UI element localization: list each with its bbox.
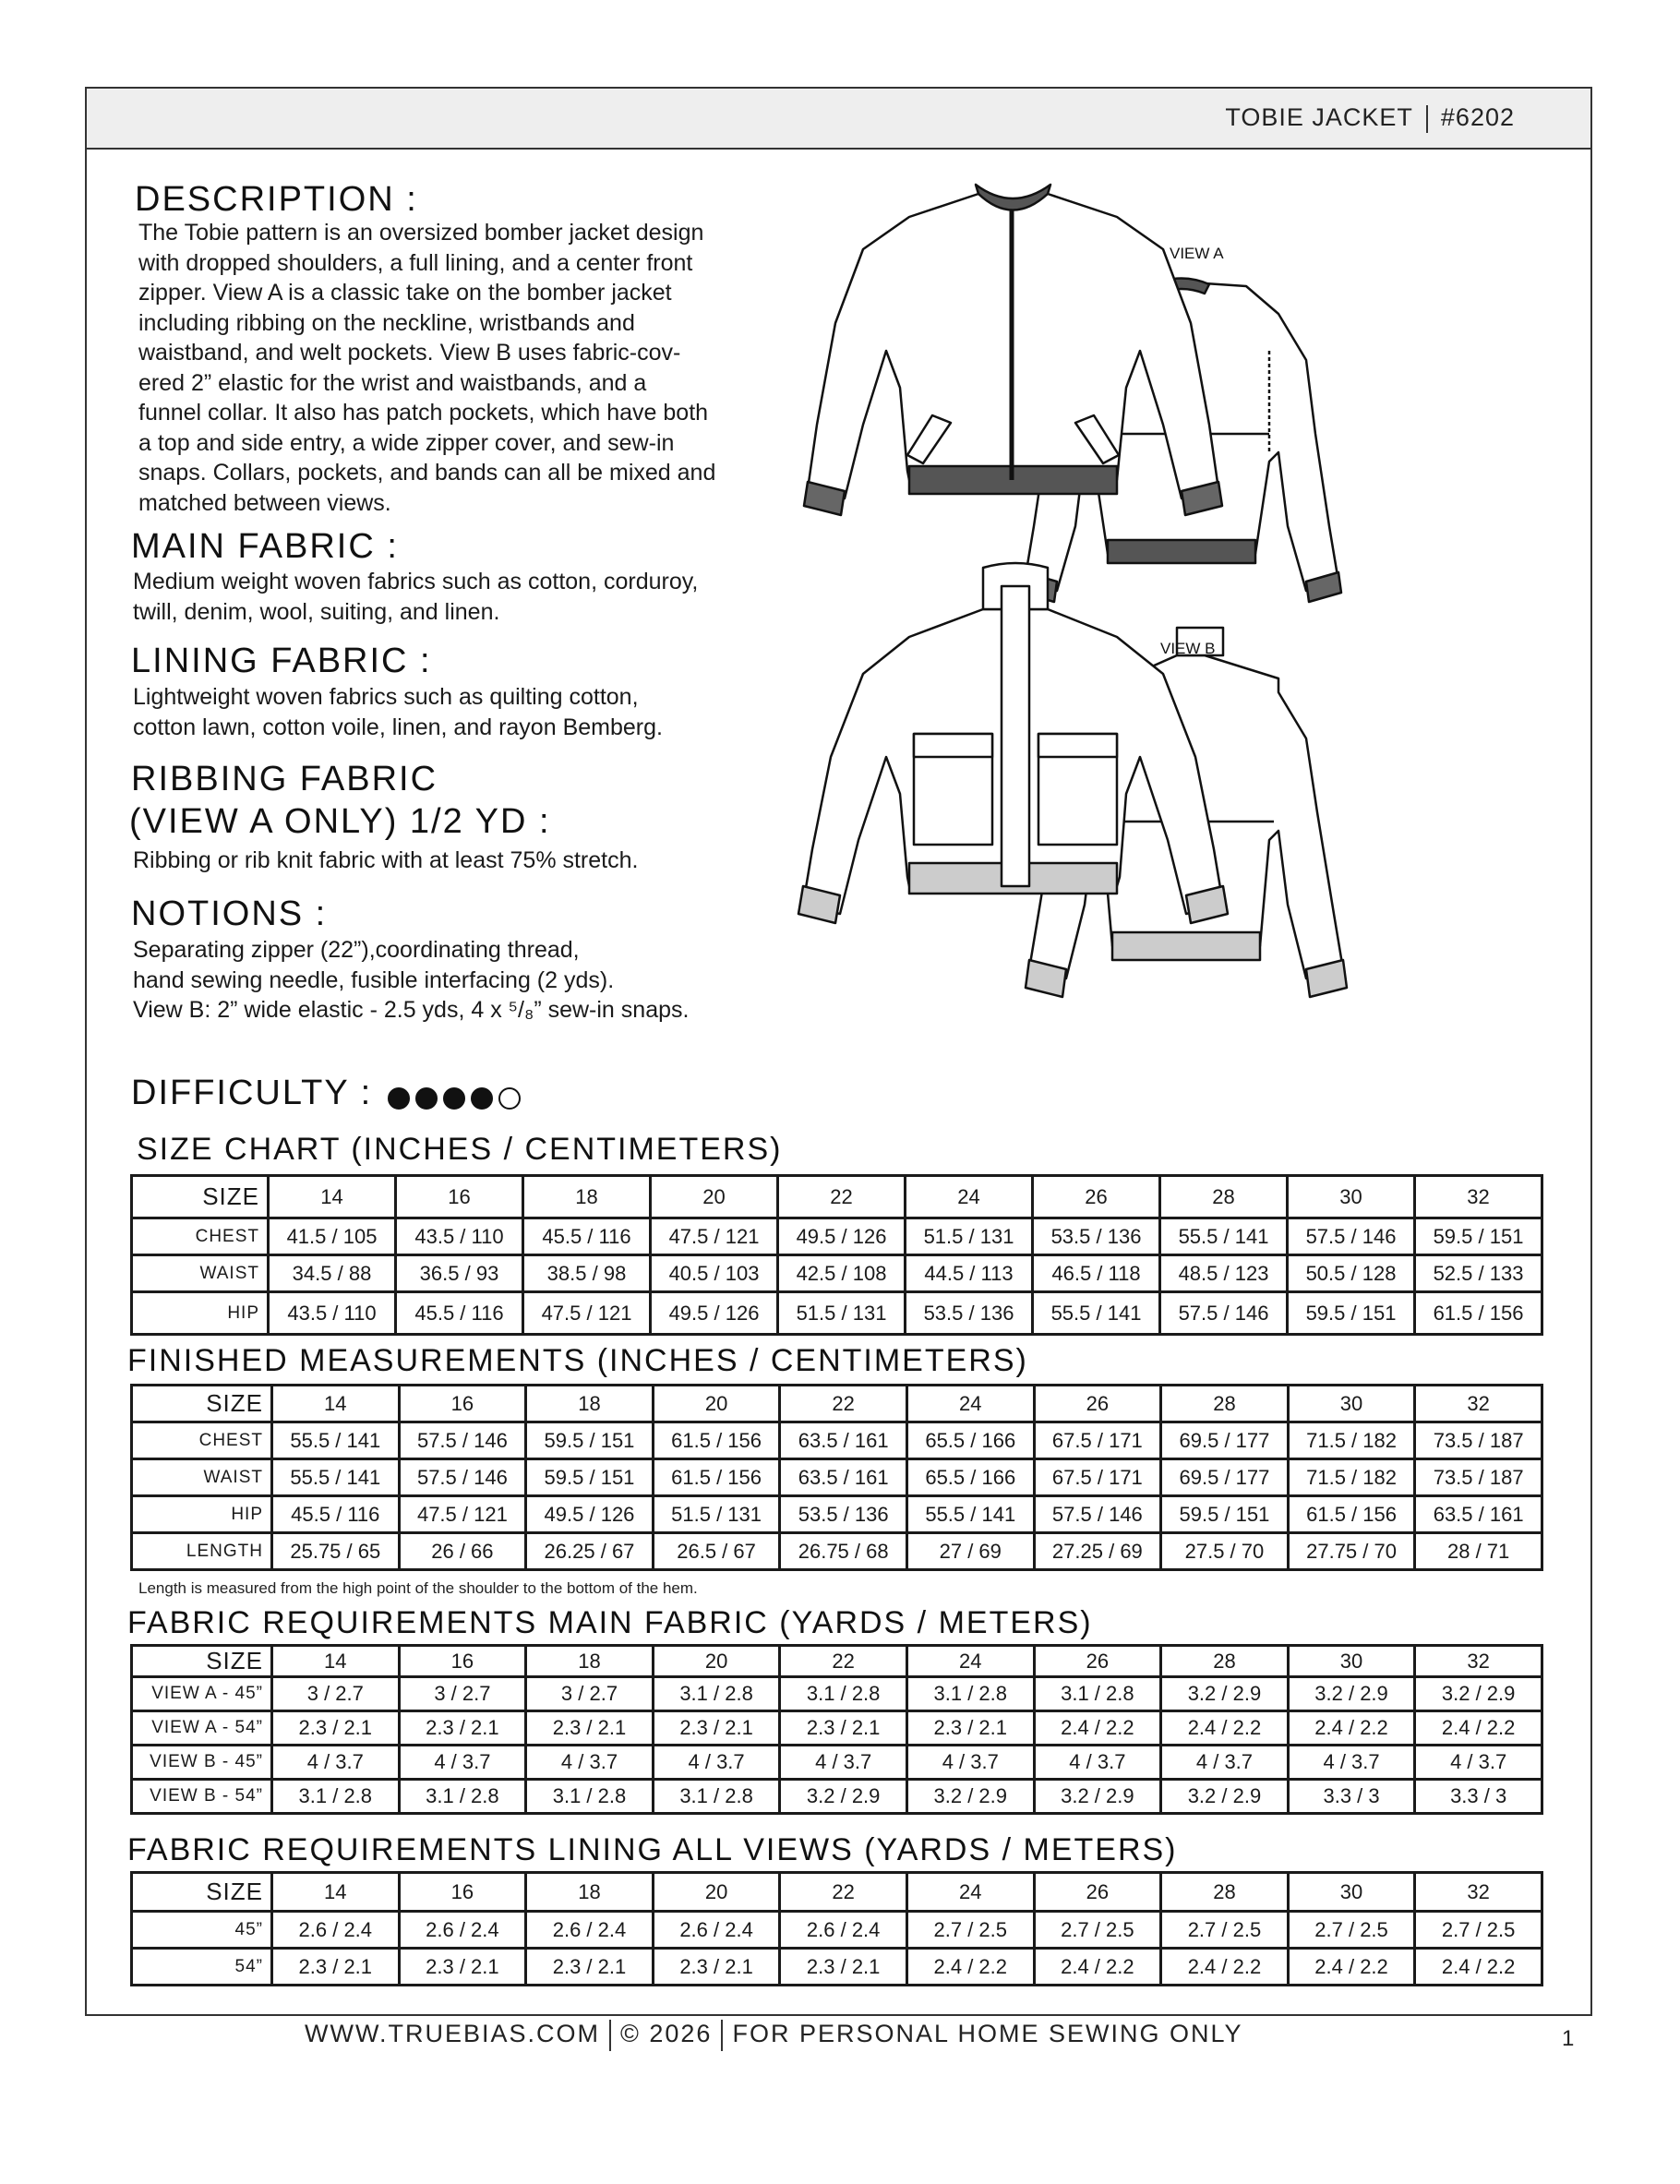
table-cell: 73.5 / 187: [1415, 1422, 1542, 1459]
table-cell: 2.3 / 2.1: [272, 1949, 400, 1986]
table-cell: 61.5 / 156: [653, 1422, 780, 1459]
size-header-cell: 22: [780, 1873, 907, 1912]
table-cell: 3.1 / 2.8: [526, 1780, 654, 1814]
table-row: [132, 1746, 1542, 1780]
table-row: [132, 1711, 1542, 1746]
main-fabric-line: Medium weight woven fabrics such as cotton, corduroy,: [133, 569, 699, 594]
description-line: a top and side entry, a wide zipper cover, and sew-in: [138, 429, 675, 456]
table-header-row: [132, 1386, 1542, 1422]
table-cell: 59.5 / 151: [1288, 1292, 1415, 1335]
difficulty-dot-filled: [415, 1087, 438, 1110]
size-header-cell: 16: [399, 1386, 526, 1422]
table-cell: 3.2 / 2.9: [1415, 1677, 1542, 1711]
size-header-cell: 14: [272, 1873, 400, 1912]
table-cell: 65.5 / 166: [906, 1422, 1034, 1459]
size-header-label: SIZE: [132, 1873, 272, 1912]
difficulty-label: DIFFICULTY :: [131, 1074, 373, 1112]
table-cell: 25.75 / 65: [272, 1533, 400, 1570]
size-header-cell: 28: [1161, 1873, 1289, 1912]
difficulty-dot-filled: [388, 1087, 410, 1110]
table-cell: 53.5 / 136: [1033, 1218, 1160, 1255]
fabric-main-table: [130, 1644, 1543, 1815]
size-header-cell: 26: [1034, 1646, 1161, 1677]
size-header-cell: 22: [780, 1646, 907, 1677]
table-cell: 63.5 / 161: [1415, 1496, 1542, 1533]
size-header-cell: 24: [906, 1873, 1034, 1912]
row-label: HIP: [132, 1496, 272, 1533]
table-cell: 49.5 / 126: [526, 1496, 654, 1533]
table-cell: 65.5 / 166: [906, 1459, 1034, 1496]
table-cell: 52.5 / 133: [1415, 1255, 1542, 1292]
size-header-cell: 22: [780, 1386, 907, 1422]
table-cell: 55.5 / 141: [272, 1459, 400, 1496]
table-cell: 27.25 / 69: [1034, 1533, 1161, 1570]
table-cell: 43.5 / 110: [396, 1218, 523, 1255]
table-cell: 3 / 2.7: [526, 1677, 654, 1711]
table-cell: 53.5 / 136: [780, 1496, 907, 1533]
size-header-cell: 24: [906, 1176, 1033, 1218]
size-header-cell: 18: [523, 1176, 651, 1218]
size-header-cell: 32: [1415, 1646, 1542, 1677]
description-line: ered 2” elastic for the wrist and waistbands, and a: [138, 369, 647, 396]
table-cell: 57.5 / 146: [1288, 1218, 1415, 1255]
difficulty-dot-filled: [471, 1087, 493, 1110]
table-cell: 57.5 / 146: [1034, 1496, 1161, 1533]
table-cell: 42.5 / 108: [778, 1255, 906, 1292]
difficulty-rating: [388, 1087, 521, 1110]
table-header-row: [132, 1176, 1542, 1218]
table-cell: 2.7 / 2.5: [1415, 1912, 1542, 1949]
table-cell: 4 / 3.7: [1288, 1746, 1415, 1780]
table-cell: 2.4 / 2.2: [1161, 1949, 1289, 1986]
table-cell: 28 / 71: [1415, 1533, 1542, 1570]
table-cell: 71.5 / 182: [1288, 1459, 1415, 1496]
table-cell: 3 / 2.7: [272, 1677, 400, 1711]
table-cell: 71.5 / 182: [1288, 1422, 1415, 1459]
footer: [305, 2020, 1243, 2051]
row-label: VIEW B - 45”: [132, 1746, 272, 1780]
table-cell: 2.7 / 2.5: [1288, 1912, 1415, 1949]
table-cell: 3.1 / 2.8: [780, 1677, 907, 1711]
table-row: [132, 1912, 1542, 1949]
size-header-cell: 18: [526, 1386, 654, 1422]
table-cell: 73.5 / 187: [1415, 1459, 1542, 1496]
table-cell: 3.1 / 2.8: [653, 1677, 780, 1711]
size-header-cell: 18: [526, 1646, 654, 1677]
table-cell: 4 / 3.7: [1034, 1746, 1161, 1780]
table-row: [132, 1255, 1542, 1292]
lining-fabric-line: cotton lawn, cotton voile, linen, and rayon Bemberg.: [133, 714, 663, 740]
size-chart-title: SIZE CHART (INCHES / CENTIMETERS): [137, 1132, 783, 1167]
notions-text: [133, 935, 689, 1026]
size-header-cell: 32: [1415, 1873, 1542, 1912]
row-label: CHEST: [132, 1422, 272, 1459]
table-cell: 45.5 / 116: [523, 1218, 651, 1255]
table-cell: 2.6 / 2.4: [272, 1912, 400, 1949]
table-cell: 51.5 / 131: [653, 1496, 780, 1533]
table-cell: 2.6 / 2.4: [653, 1912, 780, 1949]
size-header-cell: 16: [399, 1646, 526, 1677]
table-cell: 67.5 / 171: [1034, 1422, 1161, 1459]
row-label: 54”: [132, 1949, 272, 1986]
table-cell: 2.3 / 2.1: [399, 1711, 526, 1746]
size-header-label: SIZE: [132, 1176, 269, 1218]
table-cell: 49.5 / 126: [778, 1218, 906, 1255]
main-fabric-heading: MAIN FABRIC :: [131, 527, 399, 566]
table-cell: 4 / 3.7: [399, 1746, 526, 1780]
finished-measurements-title: FINISHED MEASUREMENTS (INCHES / CENTIMETERS): [127, 1343, 1028, 1378]
table-cell: 3.1 / 2.8: [906, 1677, 1034, 1711]
footer-copyright: © 2026: [619, 2020, 713, 2048]
table-cell: 2.3 / 2.1: [526, 1949, 654, 1986]
header-bar: [87, 89, 1590, 150]
size-header-cell: 30: [1288, 1176, 1415, 1218]
footer-divider: [721, 2020, 723, 2051]
table-cell: 36.5 / 93: [396, 1255, 523, 1292]
table-cell: 2.4 / 2.2: [906, 1949, 1034, 1986]
table-cell: 61.5 / 156: [1288, 1496, 1415, 1533]
row-label: VIEW B - 54”: [132, 1780, 272, 1814]
table-cell: 2.4 / 2.2: [1034, 1949, 1161, 1986]
table-cell: 69.5 / 177: [1161, 1422, 1289, 1459]
table-header-row: [132, 1646, 1542, 1677]
size-header-cell: 26: [1034, 1873, 1161, 1912]
size-header-cell: 28: [1160, 1176, 1288, 1218]
notions-heading: NOTIONS :: [131, 894, 328, 933]
size-header-label: SIZE: [132, 1386, 272, 1422]
table-cell: 2.3 / 2.1: [272, 1711, 400, 1746]
size-header-cell: 26: [1034, 1386, 1161, 1422]
table-cell: 2.3 / 2.1: [526, 1711, 654, 1746]
row-label: 45”: [132, 1912, 272, 1949]
table-cell: 38.5 / 98: [523, 1255, 651, 1292]
table-cell: 2.3 / 2.1: [653, 1949, 780, 1986]
table-cell: 57.5 / 146: [1160, 1292, 1288, 1335]
size-chart-table: [130, 1174, 1543, 1336]
table-cell: 27.5 / 70: [1161, 1533, 1289, 1570]
view-a-label: VIEW A: [1170, 245, 1224, 262]
size-header-cell: 26: [1033, 1176, 1160, 1218]
table-cell: 47.5 / 121: [651, 1218, 778, 1255]
table-cell: 4 / 3.7: [1161, 1746, 1289, 1780]
table-cell: 3 / 2.7: [399, 1677, 526, 1711]
table-cell: 69.5 / 177: [1161, 1459, 1289, 1496]
table-cell: 3.1 / 2.8: [399, 1780, 526, 1814]
description-line: funnel collar. It also has patch pockets, which have both: [138, 400, 709, 426]
table-cell: 59.5 / 151: [526, 1459, 654, 1496]
main-fabric-line: twill, denim, wool, suiting, and linen.: [133, 598, 500, 625]
table-cell: 59.5 / 151: [1415, 1218, 1542, 1255]
table-cell: 50.5 / 128: [1288, 1255, 1415, 1292]
table-cell: 55.5 / 141: [1033, 1292, 1160, 1335]
table-cell: 2.4 / 2.2: [1161, 1711, 1289, 1746]
table-cell: 49.5 / 126: [651, 1292, 778, 1335]
fabric-lining-table: [130, 1871, 1543, 1986]
description-line: zipper. View A is a classic take on the bomber jacket: [138, 280, 672, 306]
notions-line: Separating zipper (22”),coordinating thread,: [133, 937, 580, 963]
table-cell: 46.5 / 118: [1033, 1255, 1160, 1292]
table-cell: 2.3 / 2.1: [780, 1949, 907, 1986]
notions-line: View B: 2” wide elastic - 2.5 yds, 4 x ⁵/₈” sew-in snaps.: [133, 997, 690, 1023]
ribbing-fabric-subheading: (VIEW A ONLY) 1/2 YD :: [129, 802, 551, 841]
table-cell: 67.5 / 171: [1034, 1459, 1161, 1496]
table-cell: 2.6 / 2.4: [526, 1912, 654, 1949]
table-cell: 26.25 / 67: [526, 1533, 654, 1570]
difficulty-dot-empty: [498, 1087, 521, 1110]
description-line: snaps. Collars, pockets, and bands can all be mixed and: [138, 460, 716, 486]
table-cell: 2.6 / 2.4: [780, 1912, 907, 1949]
table-cell: 44.5 / 113: [906, 1255, 1033, 1292]
table-row: [132, 1533, 1542, 1570]
table-cell: 3.2 / 2.9: [906, 1780, 1034, 1814]
size-header-cell: 28: [1161, 1386, 1289, 1422]
table-cell: 3.2 / 2.9: [1288, 1677, 1415, 1711]
lining-fabric-line: Lightweight woven fabrics such as quilting cotton,: [133, 684, 639, 710]
table-cell: 3.3 / 3: [1415, 1780, 1542, 1814]
table-cell: 59.5 / 151: [1161, 1496, 1289, 1533]
lining-fabric-text: [133, 682, 663, 742]
description-line: waistband, and welt pockets. View B uses fabric-cov-: [138, 340, 681, 366]
table-row: [132, 1780, 1542, 1814]
size-header-cell: 20: [653, 1386, 780, 1422]
table-cell: 2.6 / 2.4: [399, 1912, 526, 1949]
description-line: The Tobie pattern is an oversized bomber jacket design: [138, 220, 704, 246]
size-header-cell: 24: [906, 1646, 1034, 1677]
main-fabric-text: [133, 567, 698, 627]
size-header-cell: 18: [526, 1873, 654, 1912]
jacket-illustrations: [789, 175, 1578, 1025]
table-cell: 45.5 / 116: [272, 1496, 400, 1533]
table-cell: 2.7 / 2.5: [1161, 1912, 1289, 1949]
size-header-cell: 16: [399, 1873, 526, 1912]
description-line: matched between views.: [138, 489, 391, 516]
finished-measurements-table: [130, 1384, 1543, 1571]
table-cell: 55.5 / 141: [906, 1496, 1034, 1533]
size-header-cell: 20: [653, 1646, 780, 1677]
pattern-number: #6202: [1440, 103, 1515, 131]
fabric-lining-title: FABRIC REQUIREMENTS LINING ALL VIEWS (YARDS / METERS): [127, 1832, 1178, 1867]
table-header-row: [132, 1873, 1542, 1912]
table-cell: 51.5 / 131: [778, 1292, 906, 1335]
difficulty-dot-filled: [443, 1087, 465, 1110]
table-cell: 4 / 3.7: [1415, 1746, 1542, 1780]
row-label: VIEW A - 54”: [132, 1711, 272, 1746]
size-header-cell: 30: [1288, 1386, 1415, 1422]
table-cell: 2.3 / 2.1: [780, 1711, 907, 1746]
lining-fabric-heading: LINING FABRIC :: [131, 642, 432, 680]
table-row: [132, 1677, 1542, 1711]
table-cell: 41.5 / 105: [269, 1218, 396, 1255]
size-header-label: SIZE: [132, 1646, 272, 1677]
size-header-cell: 22: [778, 1176, 906, 1218]
table-cell: 63.5 / 161: [780, 1459, 907, 1496]
table-row: [132, 1459, 1542, 1496]
size-header-cell: 28: [1161, 1646, 1289, 1677]
row-label: WAIST: [132, 1255, 269, 1292]
ribbing-fabric-line: Ribbing or rib knit fabric with at least 75% stretch.: [133, 847, 639, 873]
table-cell: 3.2 / 2.9: [1034, 1780, 1161, 1814]
table-cell: 61.5 / 156: [653, 1459, 780, 1496]
table-cell: 59.5 / 151: [526, 1422, 654, 1459]
table-cell: 51.5 / 131: [906, 1218, 1033, 1255]
table-cell: 2.7 / 2.5: [1034, 1912, 1161, 1949]
description-line: with dropped shoulders, a full lining, and a center front: [138, 249, 693, 276]
table-cell: 55.5 / 141: [272, 1422, 400, 1459]
pattern-name: TOBIE JACKET: [1225, 103, 1413, 131]
table-cell: 4 / 3.7: [653, 1746, 780, 1780]
table-cell: 47.5 / 121: [399, 1496, 526, 1533]
row-label: VIEW A - 45”: [132, 1677, 272, 1711]
table-cell: 48.5 / 123: [1160, 1255, 1288, 1292]
size-header-cell: 14: [272, 1646, 400, 1677]
row-label: WAIST: [132, 1459, 272, 1496]
size-header-cell: 14: [269, 1176, 396, 1218]
table-cell: 43.5 / 110: [269, 1292, 396, 1335]
table-cell: 3.1 / 2.8: [1034, 1677, 1161, 1711]
size-header-cell: 32: [1415, 1386, 1542, 1422]
fabric-main-title: FABRIC REQUIREMENTS MAIN FABRIC (YARDS / METERS): [127, 1605, 1093, 1640]
size-header-cell: 24: [906, 1386, 1034, 1422]
table-cell: 4 / 3.7: [906, 1746, 1034, 1780]
table-cell: 40.5 / 103: [651, 1255, 778, 1292]
table-cell: 57.5 / 146: [399, 1422, 526, 1459]
length-note: Length is measured from the high point of the shoulder to the bottom of the hem.: [138, 1579, 698, 1597]
table-cell: 26.75 / 68: [780, 1533, 907, 1570]
footer-website[interactable]: WWW.TRUEBIAS.COM: [305, 2020, 600, 2048]
table-cell: 2.3 / 2.1: [653, 1711, 780, 1746]
table-cell: 26 / 66: [399, 1533, 526, 1570]
table-cell: 2.7 / 2.5: [906, 1912, 1034, 1949]
footer-notice: FOR PERSONAL HOME SEWING ONLY: [732, 2020, 1243, 2048]
table-cell: 26.5 / 67: [653, 1533, 780, 1570]
view-b-label: VIEW B: [1160, 640, 1216, 657]
size-header-cell: 20: [653, 1873, 780, 1912]
ribbing-fabric-heading: RIBBING FABRIC: [131, 760, 438, 798]
row-label: HIP: [132, 1292, 269, 1335]
table-cell: 3.3 / 3: [1288, 1780, 1415, 1814]
row-label: CHEST: [132, 1218, 269, 1255]
table-row: [132, 1496, 1542, 1533]
table-cell: 53.5 / 136: [906, 1292, 1033, 1335]
table-cell: 63.5 / 161: [780, 1422, 907, 1459]
table-cell: 3.1 / 2.8: [653, 1780, 780, 1814]
table-cell: 61.5 / 156: [1415, 1292, 1542, 1335]
page-number: 1: [1562, 2026, 1575, 2051]
table-cell: 2.4 / 2.2: [1415, 1711, 1542, 1746]
pattern-title: [1225, 103, 1515, 133]
table-cell: 2.4 / 2.2: [1288, 1711, 1415, 1746]
description-line: including ribbing on the neckline, wristbands and: [138, 309, 635, 336]
table-cell: 55.5 / 141: [1160, 1218, 1288, 1255]
table-cell: 27 / 69: [906, 1533, 1034, 1570]
table-cell: 45.5 / 116: [396, 1292, 523, 1335]
table-cell: 27.75 / 70: [1288, 1533, 1415, 1570]
size-header-cell: 32: [1415, 1176, 1542, 1218]
table-cell: 2.3 / 2.1: [399, 1949, 526, 1986]
table-cell: 2.4 / 2.2: [1415, 1949, 1542, 1986]
table-cell: 3.2 / 2.9: [1161, 1780, 1289, 1814]
row-label: LENGTH: [132, 1533, 272, 1570]
table-cell: 4 / 3.7: [780, 1746, 907, 1780]
table-row: [132, 1422, 1542, 1459]
table-cell: 4 / 3.7: [272, 1746, 400, 1780]
table-cell: 3.1 / 2.8: [272, 1780, 400, 1814]
ribbing-fabric-text: [133, 846, 638, 876]
table-cell: 57.5 / 146: [399, 1459, 526, 1496]
table-cell: 3.2 / 2.9: [1161, 1677, 1289, 1711]
size-header-cell: 14: [272, 1386, 400, 1422]
description-text: [138, 218, 715, 518]
table-row: [132, 1292, 1542, 1335]
table-cell: 2.3 / 2.1: [906, 1711, 1034, 1746]
table-cell: 2.4 / 2.2: [1288, 1949, 1415, 1986]
table-cell: 3.2 / 2.9: [780, 1780, 907, 1814]
table-cell: 34.5 / 88: [269, 1255, 396, 1292]
table-row: [132, 1949, 1542, 1986]
table-row: [132, 1218, 1542, 1255]
table-cell: 47.5 / 121: [523, 1292, 651, 1335]
header-divider: [1426, 105, 1428, 133]
size-header-cell: 16: [396, 1176, 523, 1218]
table-cell: 4 / 3.7: [526, 1746, 654, 1780]
notions-line: hand sewing needle, fusible interfacing (2 yds).: [133, 966, 615, 993]
size-header-cell: 30: [1288, 1646, 1415, 1677]
size-header-cell: 20: [651, 1176, 778, 1218]
description-heading: DESCRIPTION :: [135, 180, 418, 219]
size-header-cell: 30: [1288, 1873, 1415, 1912]
footer-divider: [609, 2020, 611, 2051]
table-cell: 2.4 / 2.2: [1034, 1711, 1161, 1746]
